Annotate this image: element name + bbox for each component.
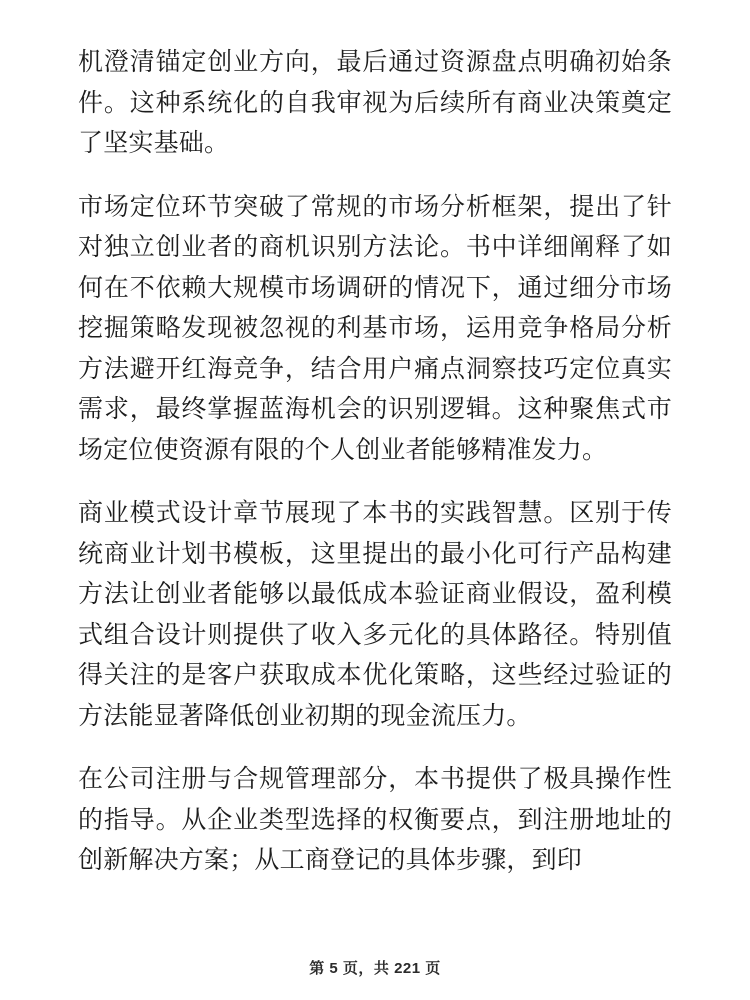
page-footer: 第 5 页，共 221 页 (309, 960, 441, 977)
paragraph: 市场定位环节突破了常规的市场分析框架，提出了针对独立创业者的商机识别方法论。书中详细阐释了如何在不依赖大规模市场调研的情况下，通过细分市场挖掘策略发现被忽视的利基市场，运用竞争格局分析方法避开红海竞争，结合用户痛点洞察技巧定位真实需求，最终掌握蓝海机会的识别逻辑。这种聚焦式市场定位使资源有限的个人创业者能够精准发力。 (78, 192, 672, 464)
paragraph: 在公司注册与合规管理部分，本书提供了极具操作性的指导。从企业类型选择的权衡要点，到注册地址的创新解决方案；从工商登记的具体步骤，到印 (78, 765, 672, 874)
paragraph: 商业模式设计章节展现了本书的实践智慧。区别于传统商业计划书模板，这里提出的最小化可行产品构建方法让创业者能够以最低成本验证商业假设，盈利模式组合设计则提供了收入多元化的具体路径。特别值得关注的是客户获取成本优化策略，这些经过验证的方法能显著降低创业初期的现金流压力。 (78, 499, 672, 730)
paragraph: 机澄清锚定创业方向，最后通过资源盘点明确初始条件。这种系统化的自我审视为后续所有商业决策奠定了坚实基础。 (78, 48, 672, 157)
